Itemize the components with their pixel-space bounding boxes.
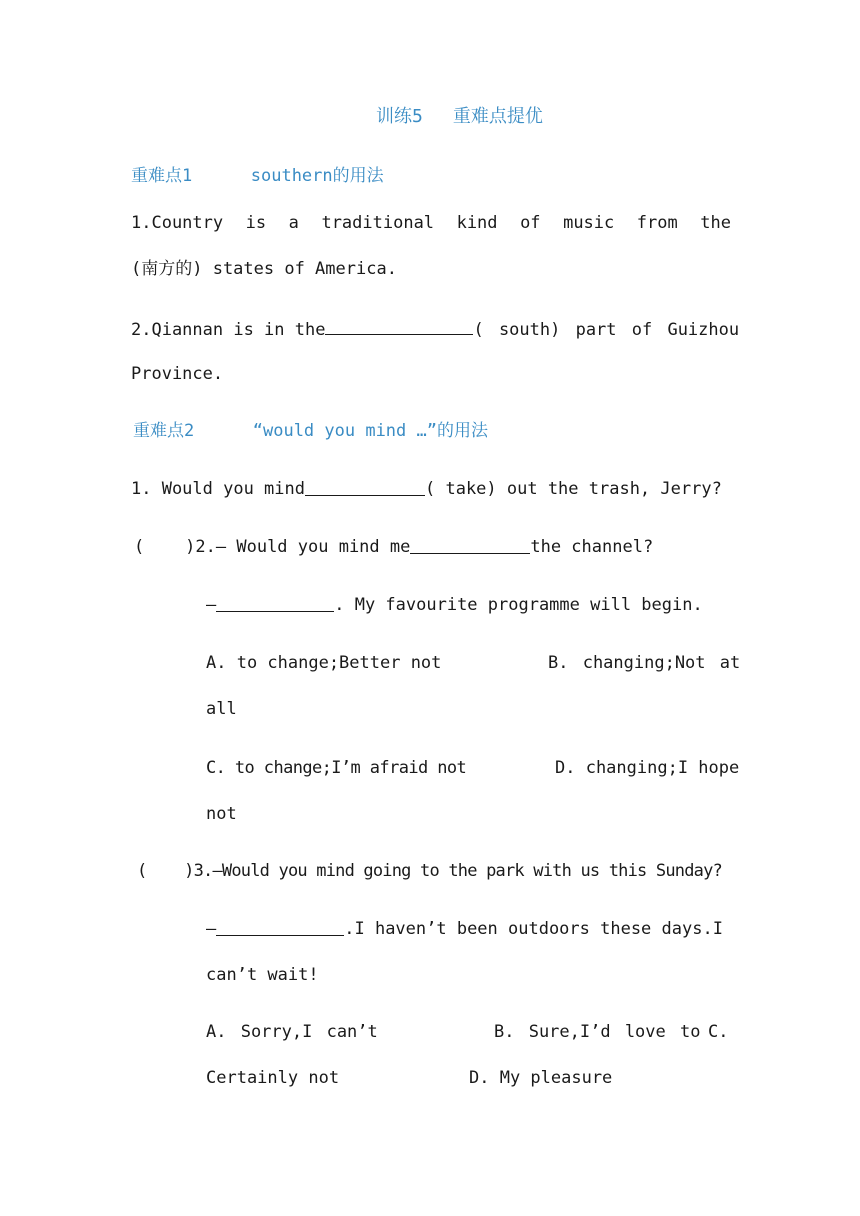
s1-q1-word: traditional xyxy=(321,213,435,233)
s2-q3-response-blank[interactable] xyxy=(216,917,344,936)
s2-q3-option-a[interactable]: A. Sorry,I can’t xyxy=(206,1022,378,1042)
s2-q1-answer-blank[interactable] xyxy=(305,477,425,496)
s2-q3 xyxy=(137,859,722,883)
s1-q1-word: from xyxy=(636,213,678,233)
s2-q2-answer-after: . My favourite programme will begin. xyxy=(334,595,703,615)
s1-q1-word: the xyxy=(700,213,731,233)
s1-q1-word: is xyxy=(245,213,267,233)
s1-q2-answer-blank[interactable] xyxy=(325,316,473,335)
s2-q3-answer-prefix: — xyxy=(206,919,217,939)
s1-q1-word: music xyxy=(563,213,615,233)
s2-q2-response xyxy=(206,593,703,617)
s2-q2-option-d[interactable]: D. changing;I hope xyxy=(555,758,740,778)
s2-q2-answer-blank[interactable] xyxy=(410,535,530,554)
s2-q3-answer-after: .I haven’t been outdoors these days.I xyxy=(344,919,723,939)
s1-q1-line2: (南方的) states of America. xyxy=(131,259,397,279)
s1-q1-word: a xyxy=(288,213,299,233)
section1-heading-label: 重难点1 xyxy=(131,166,193,186)
s2-q2-answer-prefix: — xyxy=(206,595,217,615)
s1-q2-before-blank: 2.Qiannan is in the xyxy=(131,320,326,340)
s2-q2-paren: ( ) xyxy=(134,537,196,557)
s2-q3-option-c-text: Certainly not xyxy=(206,1068,340,1088)
s2-q3-response-line2: can’t wait! xyxy=(206,965,319,985)
title-part2: 重难点提优 xyxy=(452,106,543,127)
s2-q2-before-blank: 2.— Would you mind me xyxy=(195,537,411,557)
s2-q2 xyxy=(134,535,653,559)
s1-q2-after-blank: ( south) part of Guizhou xyxy=(473,320,740,340)
s2-q3-response xyxy=(206,917,723,941)
s1-q1-line1 xyxy=(131,211,731,235)
s2-q3-paren: ( ) xyxy=(137,861,194,881)
s1-q1-word: 1.Country xyxy=(131,213,224,233)
section1-heading xyxy=(131,164,384,188)
s2-q3-text: 3.—Would you mind going to the park with us this Sunday? xyxy=(193,861,722,881)
s2-q2-option-d-cont: not xyxy=(206,804,237,824)
s2-q2-option-a[interactable]: A. to change;Better not xyxy=(206,653,442,673)
s2-q1 xyxy=(131,477,722,501)
s2-q2-option-b-cont: all xyxy=(206,699,237,719)
s2-q2-option-b[interactable]: B. changing;Not at xyxy=(548,653,741,673)
s1-q2-line1 xyxy=(131,316,740,342)
s2-q2-after-blank: the channel? xyxy=(530,537,654,557)
section1-heading-topic: southern的用法 xyxy=(250,166,384,186)
section2-heading xyxy=(133,419,488,443)
s2-q3-option-d[interactable]: D. My pleasure xyxy=(469,1068,613,1088)
s2-q2-option-c[interactable]: C. to change;I’m afraid not xyxy=(206,758,467,778)
s2-q1-before-blank: 1. Would you mind xyxy=(131,479,305,499)
s1-q2-line2: Province. xyxy=(131,364,224,384)
s2-q3-option-c-label[interactable]: C. xyxy=(708,1022,729,1042)
title-part1: 训练5 xyxy=(376,106,423,127)
s2-q3-option-b[interactable]: B. Sure,I’d love to xyxy=(494,1022,701,1042)
s1-q1-word: kind xyxy=(456,213,498,233)
s1-q1-word: of xyxy=(520,213,541,233)
s2-q1-after-blank: ( take) out the trash, Jerry? xyxy=(425,479,722,499)
section2-heading-label: 重难点2 xyxy=(133,421,195,441)
s2-q2-response-blank[interactable] xyxy=(216,593,334,612)
section2-heading-topic: “would you mind …”的用法 xyxy=(252,421,488,441)
page-title xyxy=(376,105,543,129)
